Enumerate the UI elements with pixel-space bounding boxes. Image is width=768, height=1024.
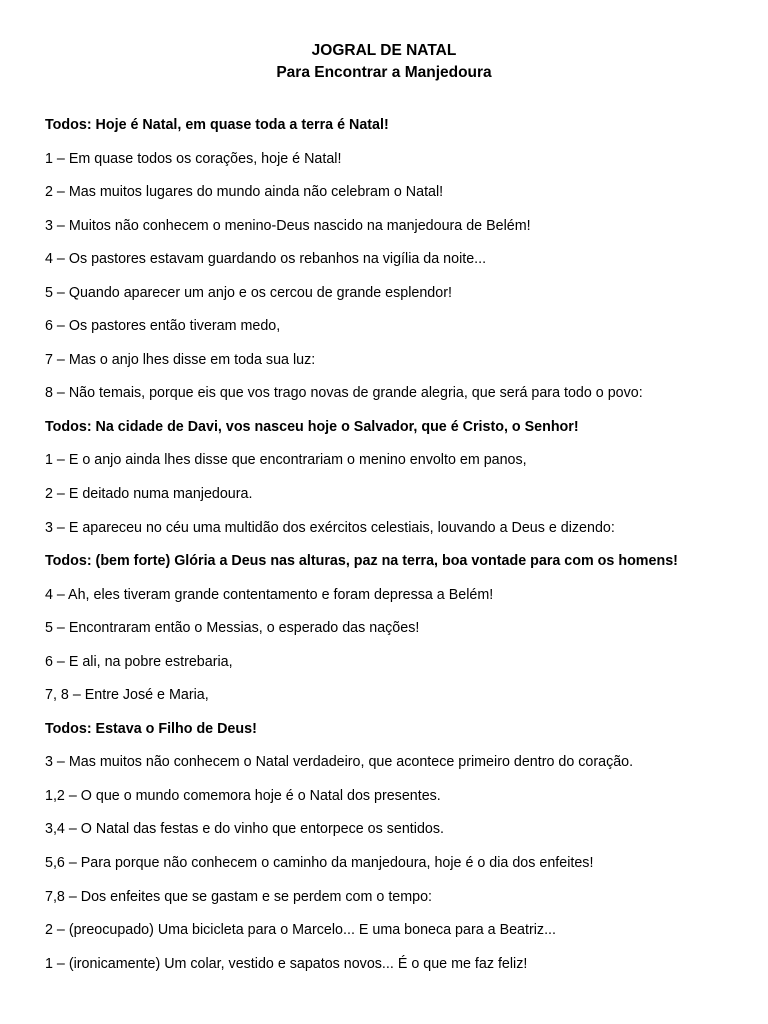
script-line: 8 – Não temais, porque eis que vos trago novas de grande alegria, que será para todo o povo: <box>45 385 643 402</box>
script-line: 5,6 – Para porque não conhecem o caminho da manjedoura, hoje é o dia dos enfeites! <box>45 855 594 872</box>
title-block <box>0 40 768 84</box>
script-line: 3,4 – O Natal das festas e do vinho que entorpece os sentidos. <box>45 821 444 838</box>
script-line: 3 – E apareceu no céu uma multidão dos exércitos celestiais, louvando a Deus e dizendo: <box>45 519 615 536</box>
script-line: 5 – Quando aparecer um anjo e os cercou de grande esplendor! <box>45 284 452 301</box>
script-line: 6 – E ali, na pobre estrebaria, <box>45 653 233 670</box>
script-line: 5 – Encontraram então o Messias, o esperado das nações! <box>45 620 420 637</box>
script-line: 3 – Muitos não conhecem o menino-Deus nascido na manjedoura de Belém! <box>45 217 531 234</box>
script-line: 1 – E o anjo ainda lhes disse que encontrariam o menino envolto em panos, <box>45 452 527 469</box>
script-line: 3 – Mas muitos não conhecem o Natal verdadeiro, que acontece primeiro dentro do coração. <box>45 754 634 771</box>
chorus-line: Todos: Estava o Filho de Deus! <box>45 720 257 737</box>
script-line: 1 – (ironicamente) Um colar, vestido e sapatos novos... É o que me faz feliz! <box>45 955 528 972</box>
script-line: 1 – Em quase todos os corações, hoje é Natal! <box>45 150 342 167</box>
script-lines <box>45 114 760 986</box>
script-line: 4 – Ah, eles tiveram grande contentamento e foram depressa a Belém! <box>45 586 494 603</box>
script-line: 1,2 – O que o mundo comemora hoje é o Natal dos presentes. <box>45 787 441 804</box>
script-line: 4 – Os pastores estavam guardando os rebanhos na vigília da noite... <box>45 251 487 268</box>
script-line: 2 – (preocupado) Uma bicicleta para o Marcelo... E uma boneca para a Beatriz... <box>45 922 556 939</box>
script-line: 6 – Os pastores então tiveram medo, <box>45 318 281 335</box>
chorus-line: Todos: (bem forte) Glória a Deus nas alturas, paz na terra, boa vontade para com os homens! <box>45 553 678 570</box>
chorus-line: Todos: Hoje é Natal, em quase toda a terra é Natal! <box>45 117 389 133</box>
script-line: 7, 8 – Entre José e Maria, <box>45 687 209 704</box>
script-line: 2 – Mas muitos lugares do mundo ainda não celebram o Natal! <box>45 184 444 201</box>
script-line: 2 – E deitado numa manjedoura. <box>45 486 253 503</box>
document-title: JOGRAL DE NATAL <box>311 42 457 59</box>
script-line: 7 – Mas o anjo lhes disse em toda sua luz: <box>45 351 316 368</box>
script-line: 7,8 – Dos enfeites que se gastam e se perdem com o tempo: <box>45 888 433 905</box>
chorus-line: Todos: Na cidade de Davi, vos nasceu hoje o Salvador, que é Cristo, o Senhor! <box>45 418 579 435</box>
document-subtitle: Para Encontrar a Manjedoura <box>276 64 492 81</box>
